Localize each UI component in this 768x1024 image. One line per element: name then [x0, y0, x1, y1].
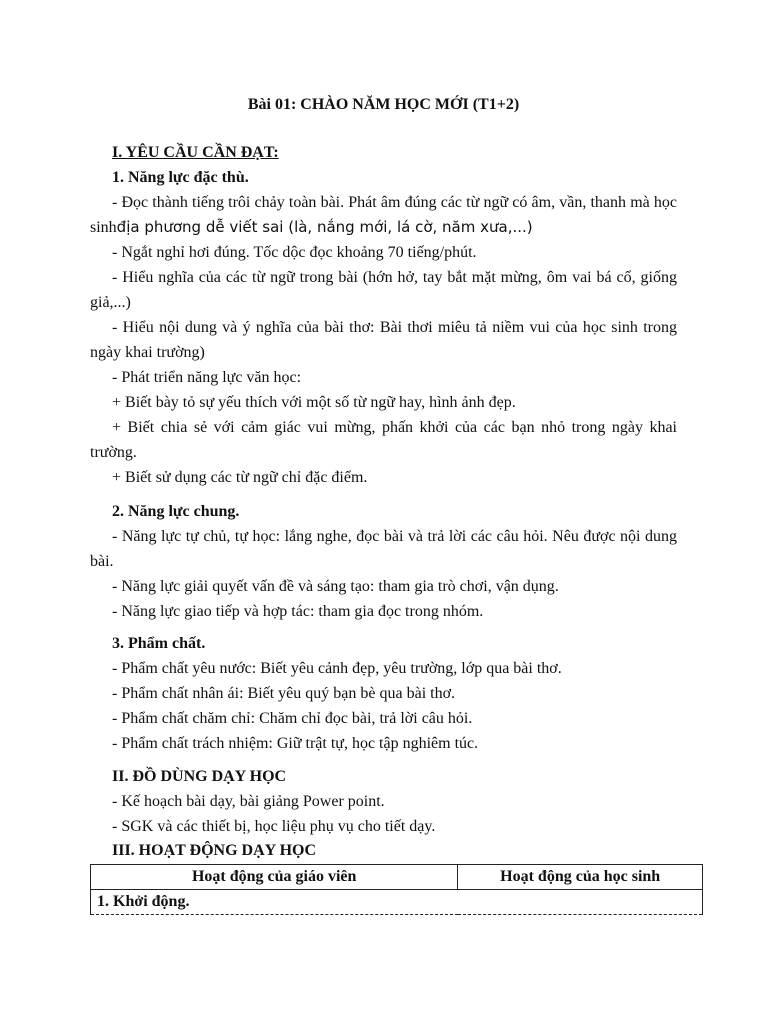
- paragraph: - Phẩm chất trách nhiệm: Giữ trật tự, học tập nghiêm túc.: [112, 735, 479, 752]
- section-qualities: [90, 631, 677, 756]
- paragraph: - Kế hoạch bài dạy, bài giảng Power point.: [112, 793, 385, 810]
- subsection-heading: 2. Năng lực chung.: [112, 503, 240, 520]
- section-requirements: [90, 140, 677, 490]
- section-heading: III. HOẠT ĐỘNG DẠY HỌC: [112, 842, 317, 859]
- table-header-teacher: Hoạt động của giáo viên: [91, 865, 458, 890]
- paragraph: - Phẩm chất chăm chỉ: Chăm chỉ đọc bài, trả lời câu hỏi.: [112, 710, 473, 727]
- table-cell-warmup: 1. Khởi động.: [91, 890, 703, 915]
- section-heading: II. ĐỒ DÙNG DẠY HỌC: [112, 768, 287, 785]
- table-row: [91, 890, 703, 915]
- subsection-heading: 3. Phẩm chất.: [112, 635, 206, 652]
- table-header-student: Hoạt động của học sinh: [458, 865, 703, 890]
- section-materials: [90, 764, 677, 839]
- section-activities: [90, 838, 677, 863]
- paragraph: - Năng lực giải quyết vấn đề và sáng tạo: tham gia trò chơi, vận dụng.: [112, 578, 559, 595]
- paragraph: + Biết sử dụng các từ ngữ chỉ đặc điểm.: [112, 469, 368, 486]
- activities-table: [90, 864, 703, 915]
- paragraph: [90, 190, 677, 240]
- section-general-competence: [90, 499, 677, 624]
- document-title: Bài 01: CHÀO NĂM HỌC MỚI (T1+2): [247, 96, 520, 113]
- paragraph: - Phát triển năng lực văn học:: [112, 369, 302, 386]
- paragraph-text: - Đọc thành tiếng trôi chảy toàn bài. Phát âm đúng các từ ngữ có âm, vần, thanh mà học sinh: [90, 194, 677, 236]
- paragraph: - SGK và các thiết bị, học liệu phụ vụ cho tiết dạy.: [112, 818, 436, 835]
- paragraph: + Biết chia sẻ với cảm giác vui mừng, phấn khởi của các bạn nhỏ trong ngày khai trường.: [90, 419, 677, 461]
- paragraph: - Năng lực giao tiếp và hợp tác: tham gia đọc trong nhóm.: [112, 603, 484, 620]
- subsection-heading: 1. Năng lực đặc thù.: [112, 169, 249, 186]
- paragraph: - Hiểu nghĩa của các từ ngữ trong bài (hớn hở, tay bắt mặt mừng, ôm vai bá cổ, giống giả,...): [90, 269, 677, 311]
- table-header-row: [91, 865, 703, 890]
- section-heading: I. YÊU CẦU CẦN ĐẠT:: [112, 144, 279, 161]
- paragraph: - Ngắt nghỉ hơi đúng. Tốc dộc đọc khoảng 70 tiếng/phút.: [112, 244, 477, 261]
- paragraph: - Phẩm chất yêu nước: Biết yêu cảnh đẹp, yêu trường, lớp qua bài thơ.: [112, 660, 562, 677]
- paragraph-text: địa phương dễ viết sai (là, nắng mới, lá cờ, năm xưa,...): [116, 218, 533, 236]
- paragraph: - Hiểu nội dung và ý nghĩa của bài thơ: Bài thơi miêu tả niềm vui của học sinh trong ngày khai trường): [90, 319, 677, 361]
- paragraph: + Biết bày tỏ sự yếu thích với một số từ ngữ hay, hình ảnh đẹp.: [112, 394, 516, 411]
- paragraph: - Phẩm chất nhân ái: Biết yêu quý bạn bè qua bài thơ.: [112, 685, 456, 702]
- paragraph: - Năng lực tự chủ, tự học: lắng nghe, đọc bài và trả lời các câu hỏi. Nêu được nội dung bài.: [90, 528, 677, 570]
